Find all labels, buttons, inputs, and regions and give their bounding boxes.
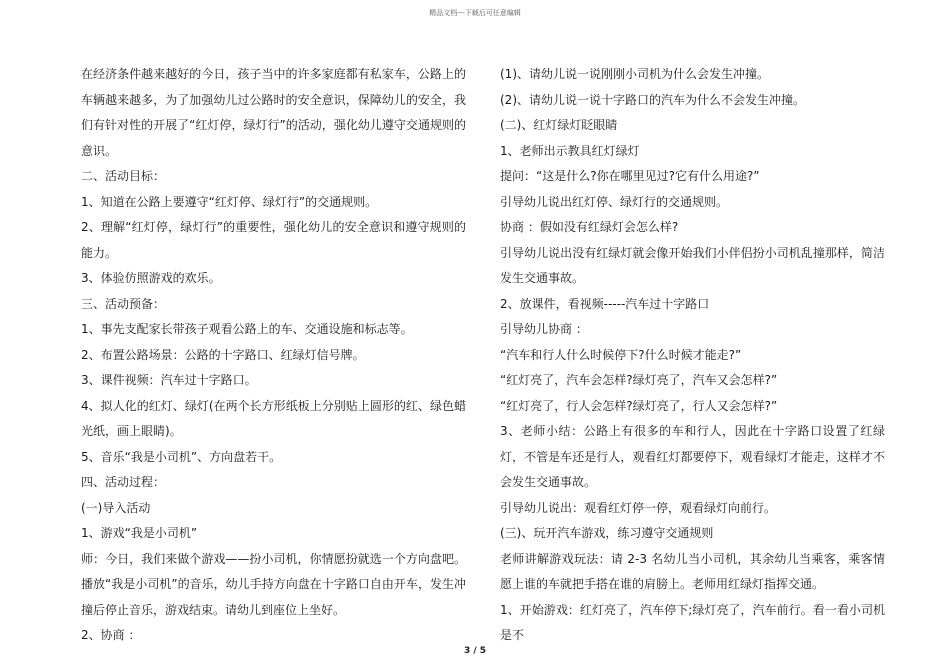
intro-paragraph: 在经济条件越来越好的今日，孩子当中的许多家庭都有私家车，公路上的车辆越来越多，为了加强幼儿过公路时的安全意识，保障幼儿的安全，我们有针对性的开展了“红灯停，绿灯行”的活动，强化幼儿遵守交通规则的意识。 [81, 67, 466, 158]
step-show-lights: 1、老师出示教具红灯绿灯 [500, 143, 640, 158]
subsection-game: (三)、玩开汽车游戏，练习遵守交通规则 [500, 526, 714, 540]
teacher-summary: 3、老师小结：公路上有很多的车和行人，因此在十字路口设置了红绿灯，不管是车还是行人，观看红灯都要停下，观看绿灯才能走，这样才不会发生交通事故。 [500, 424, 885, 489]
goal-item-1: 1、知道在公路上要遵守“红灯停、绿灯行”的交通规则。 [81, 194, 378, 209]
subsection-intro: (一)导入活动 [81, 500, 151, 515]
goal-item-3: 3、体验仿照游戏的欢乐。 [81, 271, 221, 285]
game-rules: 老师讲解游戏玩法：请 2-3 名幼儿当小司机，其余幼儿当乘客，乘客情愿上谁的车就把手搭在谁的肩膀上。老师用红绿灯指挥交通。 [500, 551, 885, 591]
prep-item-5: 5、音乐“我是小司机”、方向盘若干。 [81, 449, 282, 464]
game-start: 1、开始游戏：红灯亮了，汽车停下;绿灯亮了，汽车前行。看一看小司机是不 [500, 602, 885, 642]
right-column [500, 62, 885, 649]
prep-item-4: 4、拟人化的红灯、绿灯(在两个长方形纸板上分别贴上圆形的红、绿色蜡光纸，画上眼睛)。 [81, 398, 466, 438]
quote-1: “汽车和行人什么时候停下?什么时候才能走?” [500, 347, 742, 362]
discuss-no-lights: 协商 ：假如没有红绿灯会怎么样? [500, 220, 679, 234]
quote-3: “红灯亮了，行人会怎样?绿灯亮了，行人又会怎样?” [500, 398, 778, 413]
section-heading-goals: 二、活动目标： [81, 169, 166, 183]
page-number: 3 / 5 [463, 646, 487, 656]
discussion-heading: 2、协商 ： [81, 628, 141, 642]
guide-rule: 引导幼儿说出红灯停、绿灯行的交通规则。 [500, 194, 729, 209]
teacher-instruction: 师：今日，我们来做个游戏——扮小司机，你情愿扮就选一个方向盘吧。播放“我是小司机”的音乐，幼儿手持方向盘在十字路口自由开车，发生冲撞后停止音乐，游戏结束。请幼儿到座位上坐好。 [81, 551, 466, 617]
section-heading-process: 四、活动过程： [81, 475, 166, 489]
discussion-item-2: (2)、请幼儿说一说十字路口的汽车为什么不会发生冲撞。 [500, 92, 806, 107]
goal-item-2: 2、理解“红灯停，绿灯行”的重要性，强化幼儿的安全意识和遵守规则的能力。 [81, 220, 466, 260]
prep-item-3: 3、课件视频：汽车过十字路口。 [81, 373, 257, 387]
step-video: 2、放课件，看视频-----汽车过十字路口 [500, 296, 710, 311]
discussion-item-1: (1)、请幼儿说一说刚刚小司机为什么会发生冲撞。 [500, 67, 769, 81]
question-text: 提问：“这是什么?你在哪里见过?它有什么用途?” [500, 169, 760, 183]
left-column [81, 62, 466, 649]
guide-accident: 引导幼儿说出没有红绿灯就会像开始我们小伴侣扮小司机乱撞那样，简洁发生交通事故。 [500, 245, 885, 285]
guide-discuss: 引导幼儿协商 ： [500, 322, 588, 336]
game-title: 1、游戏“我是小司机” [81, 526, 198, 540]
section-heading-prep: 三、活动预备： [81, 296, 166, 311]
page-header: 精品文档---下载后可任意编辑 [429, 9, 521, 17]
quote-2: “红灯亮了，汽车会怎样?绿灯亮了，汽车又会怎样?” [500, 373, 778, 387]
prep-item-2: 2、布置公路场景：公路的十字路口、红绿灯信号牌。 [81, 347, 365, 362]
subsection-lights: (二)、红灯绿灯眨眼睛 [500, 118, 618, 132]
prep-item-1: 1、事先支配家长带孩子观看公路上的车、交通设施和标志等。 [81, 322, 413, 336]
guide-slogan: 引导幼儿说出：观看红灯停一停，观看绿灯向前行。 [500, 500, 777, 515]
